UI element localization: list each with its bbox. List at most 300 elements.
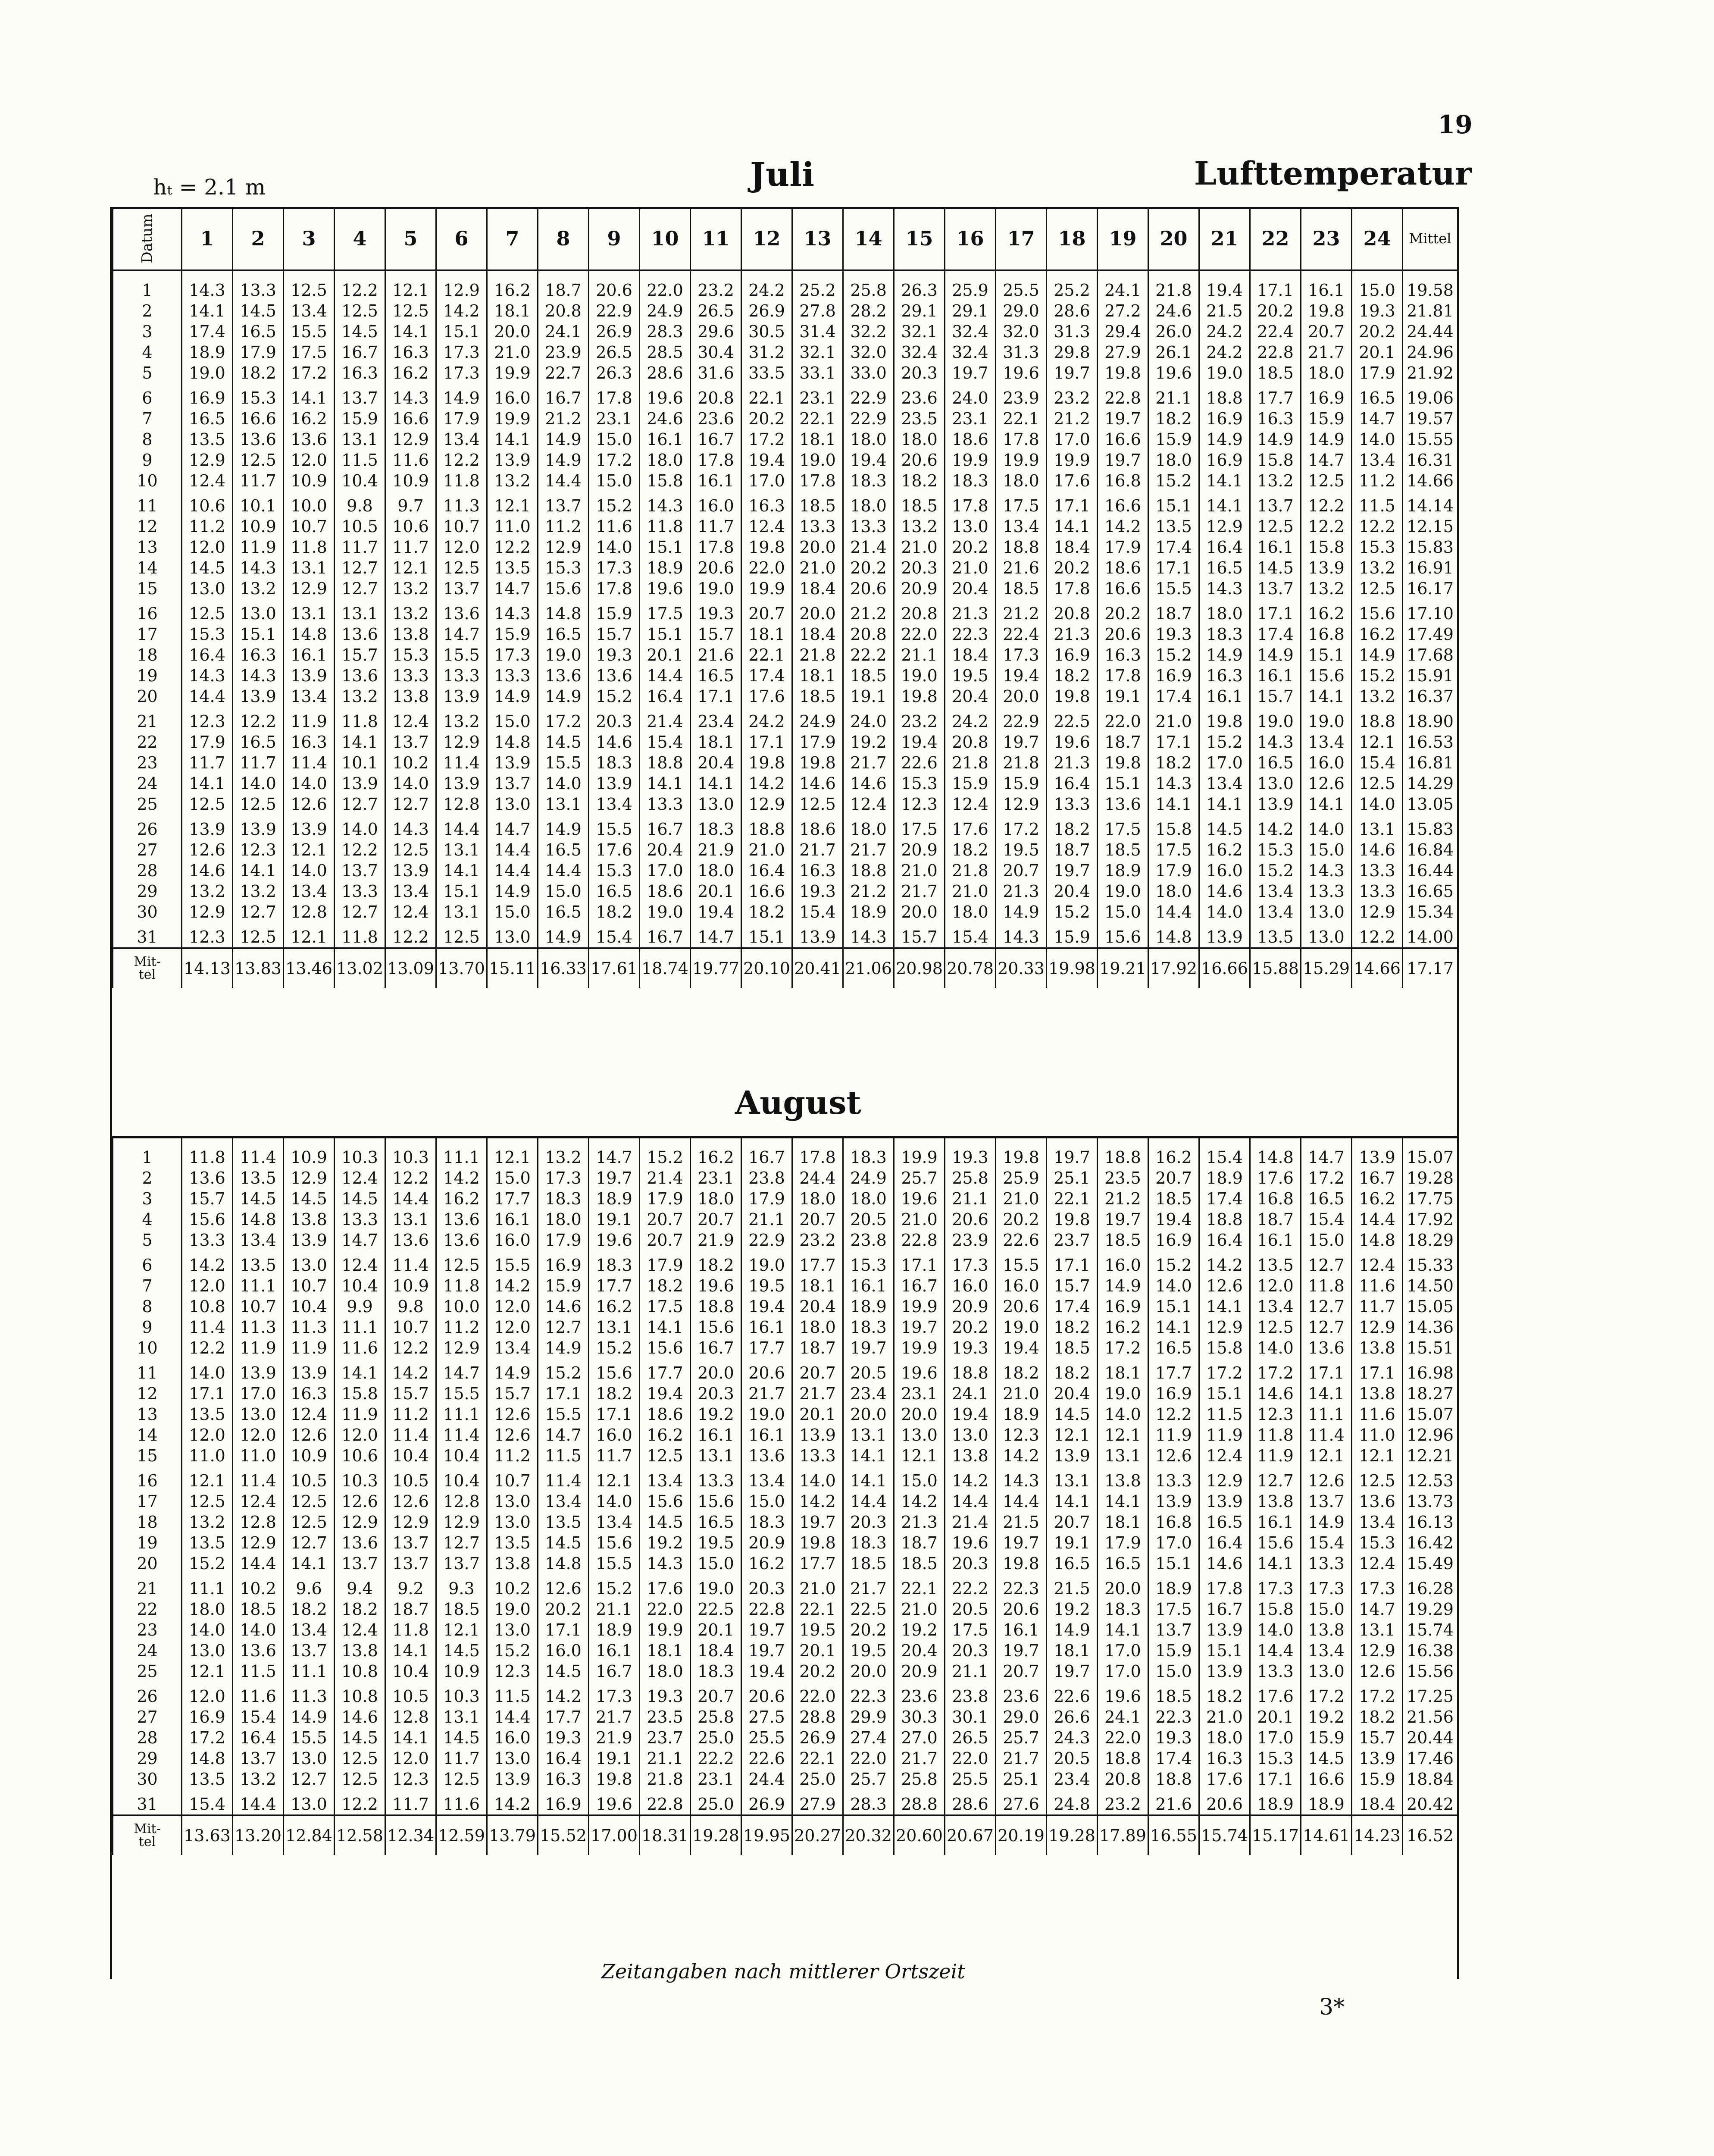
temperature-cell: 16.1 (741, 1425, 792, 1445)
day-number: 16 (113, 599, 182, 624)
temperature-cell: 14.7 (436, 1358, 487, 1383)
temperature-cell: 16.3 (741, 491, 792, 516)
temperature-cell: 16.5 (538, 902, 589, 922)
temperature-cell: 12.6 (487, 1404, 538, 1425)
temperature-cell: 13.6 (436, 599, 487, 624)
temperature-cell: 19.0 (538, 645, 589, 665)
temperature-cell: 17.5 (284, 342, 335, 363)
temperature-cell: 19.8 (1301, 301, 1352, 321)
temperature-cell: 11.7 (182, 752, 233, 773)
temperature-cell: 21.2 (843, 881, 894, 902)
temperature-cell: 17.6 (1047, 470, 1098, 491)
temperature-cell: 15.1 (1199, 1383, 1250, 1404)
temperature-cell: 16.5 (1352, 383, 1403, 408)
temperature-cell: 21.4 (640, 707, 691, 732)
temperature-cell: 12.2 (335, 270, 385, 301)
temperature-cell: 13.1 (436, 902, 487, 922)
temperature-cell: 16.9 (1148, 665, 1199, 686)
temperature-cell: 12.0 (233, 1425, 284, 1445)
temperature-cell: 17.3 (1301, 1574, 1352, 1599)
header-hour-5: 5 (385, 207, 436, 270)
temperature-cell: 15.6 (640, 1338, 691, 1358)
temperature-cell: 19.9 (741, 578, 792, 599)
day-number: 16 (113, 1466, 182, 1491)
temperature-cell: 12.2 (385, 922, 436, 948)
temperature-cell: 21.5 (1047, 1574, 1098, 1599)
temperature-cell: 22.8 (640, 1789, 691, 1815)
temperature-cell: 11.2 (385, 1404, 436, 1425)
table-row (113, 881, 1458, 902)
hourly-mean-cell: 13.63 (182, 1815, 233, 1855)
temperature-cell: 14.0 (284, 773, 335, 794)
temperature-cell: 12.2 (335, 1789, 385, 1815)
temperature-cell: 18.9 (1098, 860, 1148, 881)
daily-mean-cell: 21.92 (1403, 363, 1458, 383)
temperature-cell: 24.0 (945, 383, 996, 408)
temperature-cell: 20.4 (792, 1296, 843, 1317)
temperature-cell: 14.0 (284, 860, 335, 881)
temperature-cell: 13.1 (589, 1317, 640, 1338)
temperature-cell: 18.8 (996, 537, 1047, 558)
daily-mean-cell: 16.53 (1403, 732, 1458, 752)
temperature-cell: 18.8 (1098, 1748, 1148, 1769)
temperature-cell: 14.1 (1199, 1296, 1250, 1317)
temperature-cell: 19.9 (1047, 450, 1098, 470)
temperature-cell: 11.8 (182, 1138, 233, 1168)
temperature-cell: 10.2 (487, 1574, 538, 1599)
day-number: 10 (113, 470, 182, 491)
temperature-cell: 15.7 (487, 1383, 538, 1404)
temperature-cell: 14.2 (487, 1789, 538, 1815)
temperature-cell: 30.3 (894, 1707, 945, 1727)
temperature-cell: 13.9 (589, 773, 640, 794)
table-row (113, 1338, 1458, 1358)
temperature-cell: 12.5 (335, 1748, 385, 1769)
temperature-cell: 20.6 (589, 270, 640, 301)
temperature-cell: 16.2 (385, 363, 436, 383)
temperature-cell: 11.1 (436, 1404, 487, 1425)
temperature-cell: 19.0 (1098, 881, 1148, 902)
temperature-cell: 14.0 (1250, 1338, 1301, 1358)
temperature-cell: 26.5 (691, 301, 741, 321)
temperature-cell: 21.2 (1098, 1188, 1148, 1209)
temperature-cell: 15.0 (1352, 270, 1403, 301)
temperature-cell: 16.3 (233, 645, 284, 665)
temperature-cell: 9.6 (284, 1574, 335, 1599)
temperature-cell: 13.6 (436, 1230, 487, 1250)
temperature-cell: 14.2 (996, 1445, 1047, 1466)
temperature-cell: 13.9 (284, 815, 335, 840)
daily-mean-cell: 18.27 (1403, 1383, 1458, 1404)
temperature-cell: 13.4 (1352, 1512, 1403, 1532)
temperature-cell: 23.2 (1047, 383, 1098, 408)
temperature-cell: 24.4 (792, 1168, 843, 1188)
temperature-cell: 29.8 (1047, 342, 1098, 363)
temperature-cell: 24.1 (1098, 270, 1148, 301)
temperature-cell: 12.4 (843, 794, 894, 815)
temperature-cell: 17.9 (538, 1230, 589, 1250)
day-number: 30 (113, 902, 182, 922)
temperature-cell: 20.1 (691, 1620, 741, 1640)
temperature-cell: 19.8 (996, 1138, 1047, 1168)
temperature-cell: 13.4 (1352, 450, 1403, 470)
temperature-cell: 21.7 (792, 840, 843, 860)
temperature-cell: 15.7 (335, 645, 385, 665)
temperature-cell: 16.4 (182, 645, 233, 665)
temperature-cell: 18.5 (1148, 1188, 1199, 1209)
temperature-cell: 21.7 (894, 881, 945, 902)
temperature-cell: 15.2 (1148, 470, 1199, 491)
temperature-cell: 16.7 (640, 815, 691, 840)
temperature-cell: 16.9 (1199, 450, 1250, 470)
temperature-cell: 12.4 (335, 1620, 385, 1640)
table-row (113, 1661, 1458, 1682)
temperature-cell: 15.0 (1301, 1230, 1352, 1250)
temperature-cell: 13.0 (1250, 773, 1301, 794)
temperature-cell: 19.7 (843, 1338, 894, 1358)
temperature-cell: 12.4 (284, 1404, 335, 1425)
hourly-mean-cell: 19.95 (741, 1815, 792, 1855)
temperature-cell: 14.0 (589, 1491, 640, 1512)
temperature-cell: 11.5 (1199, 1404, 1250, 1425)
temperature-cell: 19.0 (741, 1250, 792, 1275)
hourly-mean-cell: 16.66 (1199, 948, 1250, 988)
temperature-cell: 32.1 (792, 342, 843, 363)
temperature-cell: 15.1 (640, 624, 691, 645)
temperature-cell: 14.9 (1352, 645, 1403, 665)
temperature-cell: 13.8 (284, 1209, 335, 1230)
temperature-cell: 12.4 (182, 470, 233, 491)
temperature-cell: 19.3 (589, 645, 640, 665)
temperature-cell: 15.3 (1250, 840, 1301, 860)
temperature-cell: 13.8 (1352, 1338, 1403, 1358)
temperature-cell: 10.6 (335, 1445, 385, 1466)
table-row (113, 1358, 1458, 1383)
temperature-cell: 19.8 (741, 752, 792, 773)
temperature-cell: 12.0 (487, 1317, 538, 1338)
temperature-cell: 27.2 (1098, 301, 1148, 321)
temperature-cell: 21.6 (1148, 1789, 1199, 1815)
temperature-cell: 16.6 (741, 881, 792, 902)
temperature-cell: 14.3 (385, 815, 436, 840)
temperature-cell: 16.0 (589, 1425, 640, 1445)
temperature-cell: 20.7 (1301, 321, 1352, 342)
daily-mean-cell: 15.49 (1403, 1553, 1458, 1574)
temperature-cell: 16.6 (1098, 578, 1148, 599)
temperature-cell: 16.0 (1098, 1250, 1148, 1275)
temperature-cell: 20.2 (792, 1661, 843, 1682)
temperature-cell: 14.2 (385, 1358, 436, 1383)
temperature-cell: 22.1 (996, 408, 1047, 429)
temperature-cell: 16.3 (335, 363, 385, 383)
temperature-cell: 21.0 (894, 537, 945, 558)
temperature-cell: 12.5 (284, 1491, 335, 1512)
temperature-cell: 20.3 (894, 558, 945, 578)
temperature-cell: 16.5 (233, 321, 284, 342)
temperature-cell: 17.7 (1148, 1358, 1199, 1383)
temperature-cell: 12.7 (436, 1532, 487, 1553)
temperature-cell: 12.1 (1352, 1445, 1403, 1466)
temperature-cell: 22.6 (741, 1748, 792, 1769)
temperature-cell: 23.2 (691, 270, 741, 301)
temperature-cell: 13.5 (182, 429, 233, 450)
temperature-cell: 14.9 (1250, 645, 1301, 665)
temperature-cell: 22.1 (792, 1599, 843, 1620)
temperature-cell: 22.6 (894, 752, 945, 773)
temperature-cell: 14.6 (843, 773, 894, 794)
temperature-cell: 16.3 (284, 1383, 335, 1404)
temperature-cell: 15.8 (1148, 815, 1199, 840)
temperature-cell: 19.7 (1047, 363, 1098, 383)
temperature-cell: 16.5 (1098, 1553, 1148, 1574)
temperature-cell: 12.1 (436, 1620, 487, 1640)
temperature-cell: 14.4 (436, 815, 487, 840)
temperature-cell: 12.4 (741, 516, 792, 537)
temperature-cell: 12.7 (538, 1317, 589, 1338)
temperature-cell: 13.8 (1301, 1620, 1352, 1640)
temperature-cell: 29.1 (894, 301, 945, 321)
temperature-cell: 13.8 (335, 1640, 385, 1661)
temperature-cell: 18.7 (385, 1599, 436, 1620)
mean-label: Mit- tel (113, 1815, 182, 1855)
temperature-cell: 17.5 (1148, 840, 1199, 860)
temperature-cell: 15.1 (1148, 491, 1199, 516)
temperature-cell: 10.1 (233, 491, 284, 516)
temperature-cell: 15.3 (233, 383, 284, 408)
temperature-cell: 17.1 (1250, 1769, 1301, 1789)
temperature-cell: 17.2 (1301, 1168, 1352, 1188)
temperature-cell: 20.0 (792, 599, 843, 624)
temperature-cell: 20.2 (741, 408, 792, 429)
temperature-cell: 17.9 (640, 1188, 691, 1209)
daily-mean-cell: 14.29 (1403, 773, 1458, 794)
temperature-cell: 18.3 (843, 470, 894, 491)
temperature-cell: 18.3 (741, 1512, 792, 1532)
temperature-cell: 32.4 (945, 321, 996, 342)
temperature-cell: 22.1 (741, 383, 792, 408)
temperature-cell: 15.5 (487, 1250, 538, 1275)
temperature-cell: 12.8 (436, 794, 487, 815)
temperature-cell: 20.5 (843, 1358, 894, 1383)
temperature-cell: 19.4 (996, 1338, 1047, 1358)
temperature-cell: 13.2 (385, 578, 436, 599)
temperature-cell: 15.5 (538, 752, 589, 773)
day-number: 6 (113, 383, 182, 408)
temperature-cell: 16.5 (589, 881, 640, 902)
temperature-cell: 18.8 (1098, 1138, 1148, 1168)
temperature-cell: 13.8 (385, 624, 436, 645)
temperature-cell: 19.7 (945, 363, 996, 383)
table-row (113, 1769, 1458, 1789)
temperature-cell: 15.9 (1148, 1640, 1199, 1661)
temperature-cell: 21.5 (1199, 301, 1250, 321)
temperature-cell: 21.0 (792, 558, 843, 578)
temperature-cell: 18.5 (1047, 1338, 1098, 1358)
temperature-cell: 13.5 (1148, 516, 1199, 537)
temperature-cell: 18.5 (894, 491, 945, 516)
temperature-cell: 10.4 (436, 1466, 487, 1491)
temperature-cell: 16.5 (1301, 1188, 1352, 1209)
table-row (113, 1404, 1458, 1425)
table-row (113, 1491, 1458, 1512)
temperature-cell: 20.7 (691, 1209, 741, 1230)
temperature-cell: 13.2 (233, 578, 284, 599)
daily-mean-cell: 15.56 (1403, 1661, 1458, 1682)
temperature-cell: 18.8 (1199, 1209, 1250, 1230)
day-number: 7 (113, 408, 182, 429)
temperature-cell: 12.3 (182, 707, 233, 732)
temperature-cell: 22.1 (741, 645, 792, 665)
temperature-cell: 18.1 (741, 624, 792, 645)
temperature-cell: 33.1 (792, 363, 843, 383)
temperature-cell: 11.1 (335, 1317, 385, 1338)
temperature-cell: 12.1 (385, 270, 436, 301)
temperature-cell: 14.5 (335, 1188, 385, 1209)
temperature-cell: 16.9 (1148, 1383, 1199, 1404)
temperature-cell: 26.6 (1047, 1707, 1098, 1727)
temperature-cell: 11.8 (436, 1275, 487, 1296)
temperature-cell: 14.0 (385, 773, 436, 794)
day-number: 21 (113, 1574, 182, 1599)
temperature-cell: 12.9 (436, 1338, 487, 1358)
temperature-cell: 15.0 (1148, 1661, 1199, 1682)
table-row (113, 599, 1458, 624)
temperature-cell: 10.7 (487, 1466, 538, 1491)
temperature-cell: 15.2 (1199, 732, 1250, 752)
day-number: 3 (113, 1188, 182, 1209)
temperature-cell: 12.5 (792, 794, 843, 815)
temperature-cell: 17.7 (589, 1275, 640, 1296)
temperature-cell: 9.3 (436, 1574, 487, 1599)
temperature-cell: 24.1 (538, 321, 589, 342)
day-number: 2 (113, 301, 182, 321)
temperature-cell: 13.6 (335, 624, 385, 645)
temperature-cell: 17.9 (792, 732, 843, 752)
daily-mean-cell: 15.05 (1403, 1296, 1458, 1317)
temperature-cell: 12.4 (1352, 1250, 1403, 1275)
temperature-cell: 14.8 (233, 1209, 284, 1230)
temperature-cell: 11.0 (233, 1445, 284, 1466)
temperature-cell: 13.0 (284, 1748, 335, 1769)
mean-label: Mit- tel (113, 948, 182, 988)
temperature-cell: 14.9 (538, 922, 589, 948)
day-number: 1 (113, 1138, 182, 1168)
temperature-cell: 16.1 (996, 1620, 1047, 1640)
temperature-cell: 11.3 (233, 1317, 284, 1338)
temperature-cell: 20.1 (792, 1640, 843, 1661)
temperature-cell: 11.8 (1301, 1275, 1352, 1296)
temperature-cell: 11.8 (1250, 1425, 1301, 1445)
temperature-cell: 12.0 (182, 537, 233, 558)
temperature-cell: 18.6 (945, 429, 996, 450)
temperature-cell: 15.4 (1301, 1209, 1352, 1230)
temperature-cell: 14.1 (843, 1445, 894, 1466)
temperature-cell: 21.1 (945, 1661, 996, 1682)
temperature-cell: 18.3 (538, 1188, 589, 1209)
temperature-cell: 22.5 (691, 1599, 741, 1620)
temperature-cell: 19.0 (996, 1317, 1047, 1338)
temperature-cell: 14.6 (589, 732, 640, 752)
temperature-cell: 15.2 (589, 1338, 640, 1358)
day-number: 10 (113, 1338, 182, 1358)
temperature-cell: 16.9 (1199, 408, 1250, 429)
temperature-cell: 15.3 (1250, 1748, 1301, 1769)
temperature-cell: 20.7 (691, 1682, 741, 1707)
temperature-cell: 10.9 (436, 1661, 487, 1682)
temperature-cell: 21.6 (691, 645, 741, 665)
temperature-cell: 13.1 (385, 1209, 436, 1230)
temperature-cell: 16.2 (487, 270, 538, 301)
temperature-cell: 15.2 (589, 686, 640, 707)
temperature-cell: 12.4 (233, 1491, 284, 1512)
temperature-cell: 15.1 (436, 881, 487, 902)
temperature-cell: 14.2 (182, 1250, 233, 1275)
temperature-cell: 13.6 (538, 665, 589, 686)
hourly-mean-cell: 20.98 (894, 948, 945, 988)
temperature-cell: 29.9 (843, 1707, 894, 1727)
temperature-cell: 10.9 (385, 1275, 436, 1296)
temperature-cell: 18.0 (1301, 363, 1352, 383)
hourly-mean-cell: 16.55 (1148, 1815, 1199, 1855)
temperature-cell: 15.0 (589, 429, 640, 450)
temperature-cell: 17.6 (640, 1574, 691, 1599)
temperature-cell: 10.9 (284, 470, 335, 491)
temperature-cell: 19.6 (691, 1275, 741, 1296)
day-number: 23 (113, 752, 182, 773)
temperature-cell: 21.7 (843, 840, 894, 860)
temperature-cell: 15.2 (538, 1358, 589, 1383)
temperature-cell: 13.2 (233, 881, 284, 902)
temperature-cell: 14.5 (1047, 1404, 1098, 1425)
temperature-cell: 24.9 (640, 301, 691, 321)
temperature-cell: 17.1 (894, 1250, 945, 1275)
temperature-cell: 21.3 (1047, 624, 1098, 645)
temperature-cell: 13.6 (284, 429, 335, 450)
temperature-cell: 16.3 (538, 1769, 589, 1789)
temperature-cell: 14.8 (487, 732, 538, 752)
temperature-cell: 13.9 (792, 1425, 843, 1445)
temperature-cell: 17.1 (1301, 1358, 1352, 1383)
temperature-cell: 32.2 (843, 321, 894, 342)
temperature-cell: 16.3 (1199, 665, 1250, 686)
temperature-cell: 31.3 (996, 342, 1047, 363)
temperature-cell: 14.8 (182, 1748, 233, 1769)
temperature-cell: 13.6 (741, 1445, 792, 1466)
temperature-cell: 13.0 (487, 1748, 538, 1769)
temperature-cell: 14.0 (1352, 794, 1403, 815)
temperature-cell: 13.3 (335, 1209, 385, 1230)
temperature-cell: 13.4 (284, 1620, 335, 1640)
table-row (113, 1748, 1458, 1769)
temperature-cell: 12.6 (385, 1491, 436, 1512)
temperature-cell: 16.8 (1301, 624, 1352, 645)
temperature-cell: 18.8 (843, 860, 894, 881)
temperature-cell: 12.0 (284, 450, 335, 470)
temperature-cell: 20.0 (691, 1358, 741, 1383)
day-number: 28 (113, 860, 182, 881)
hourly-mean-cell: 20.67 (945, 1815, 996, 1855)
temperature-cell: 12.5 (436, 1769, 487, 1789)
temperature-cell: 12.1 (182, 1466, 233, 1491)
temperature-cell: 15.9 (487, 624, 538, 645)
temperature-cell: 11.4 (385, 1250, 436, 1275)
temperature-cell: 12.5 (1250, 516, 1301, 537)
temperature-cell: 13.1 (1352, 1620, 1403, 1640)
temperature-cell: 17.0 (1098, 1640, 1148, 1661)
temperature-cell: 11.0 (487, 516, 538, 537)
temperature-cell: 12.5 (233, 794, 284, 815)
temperature-cell: 20.7 (792, 1358, 843, 1383)
